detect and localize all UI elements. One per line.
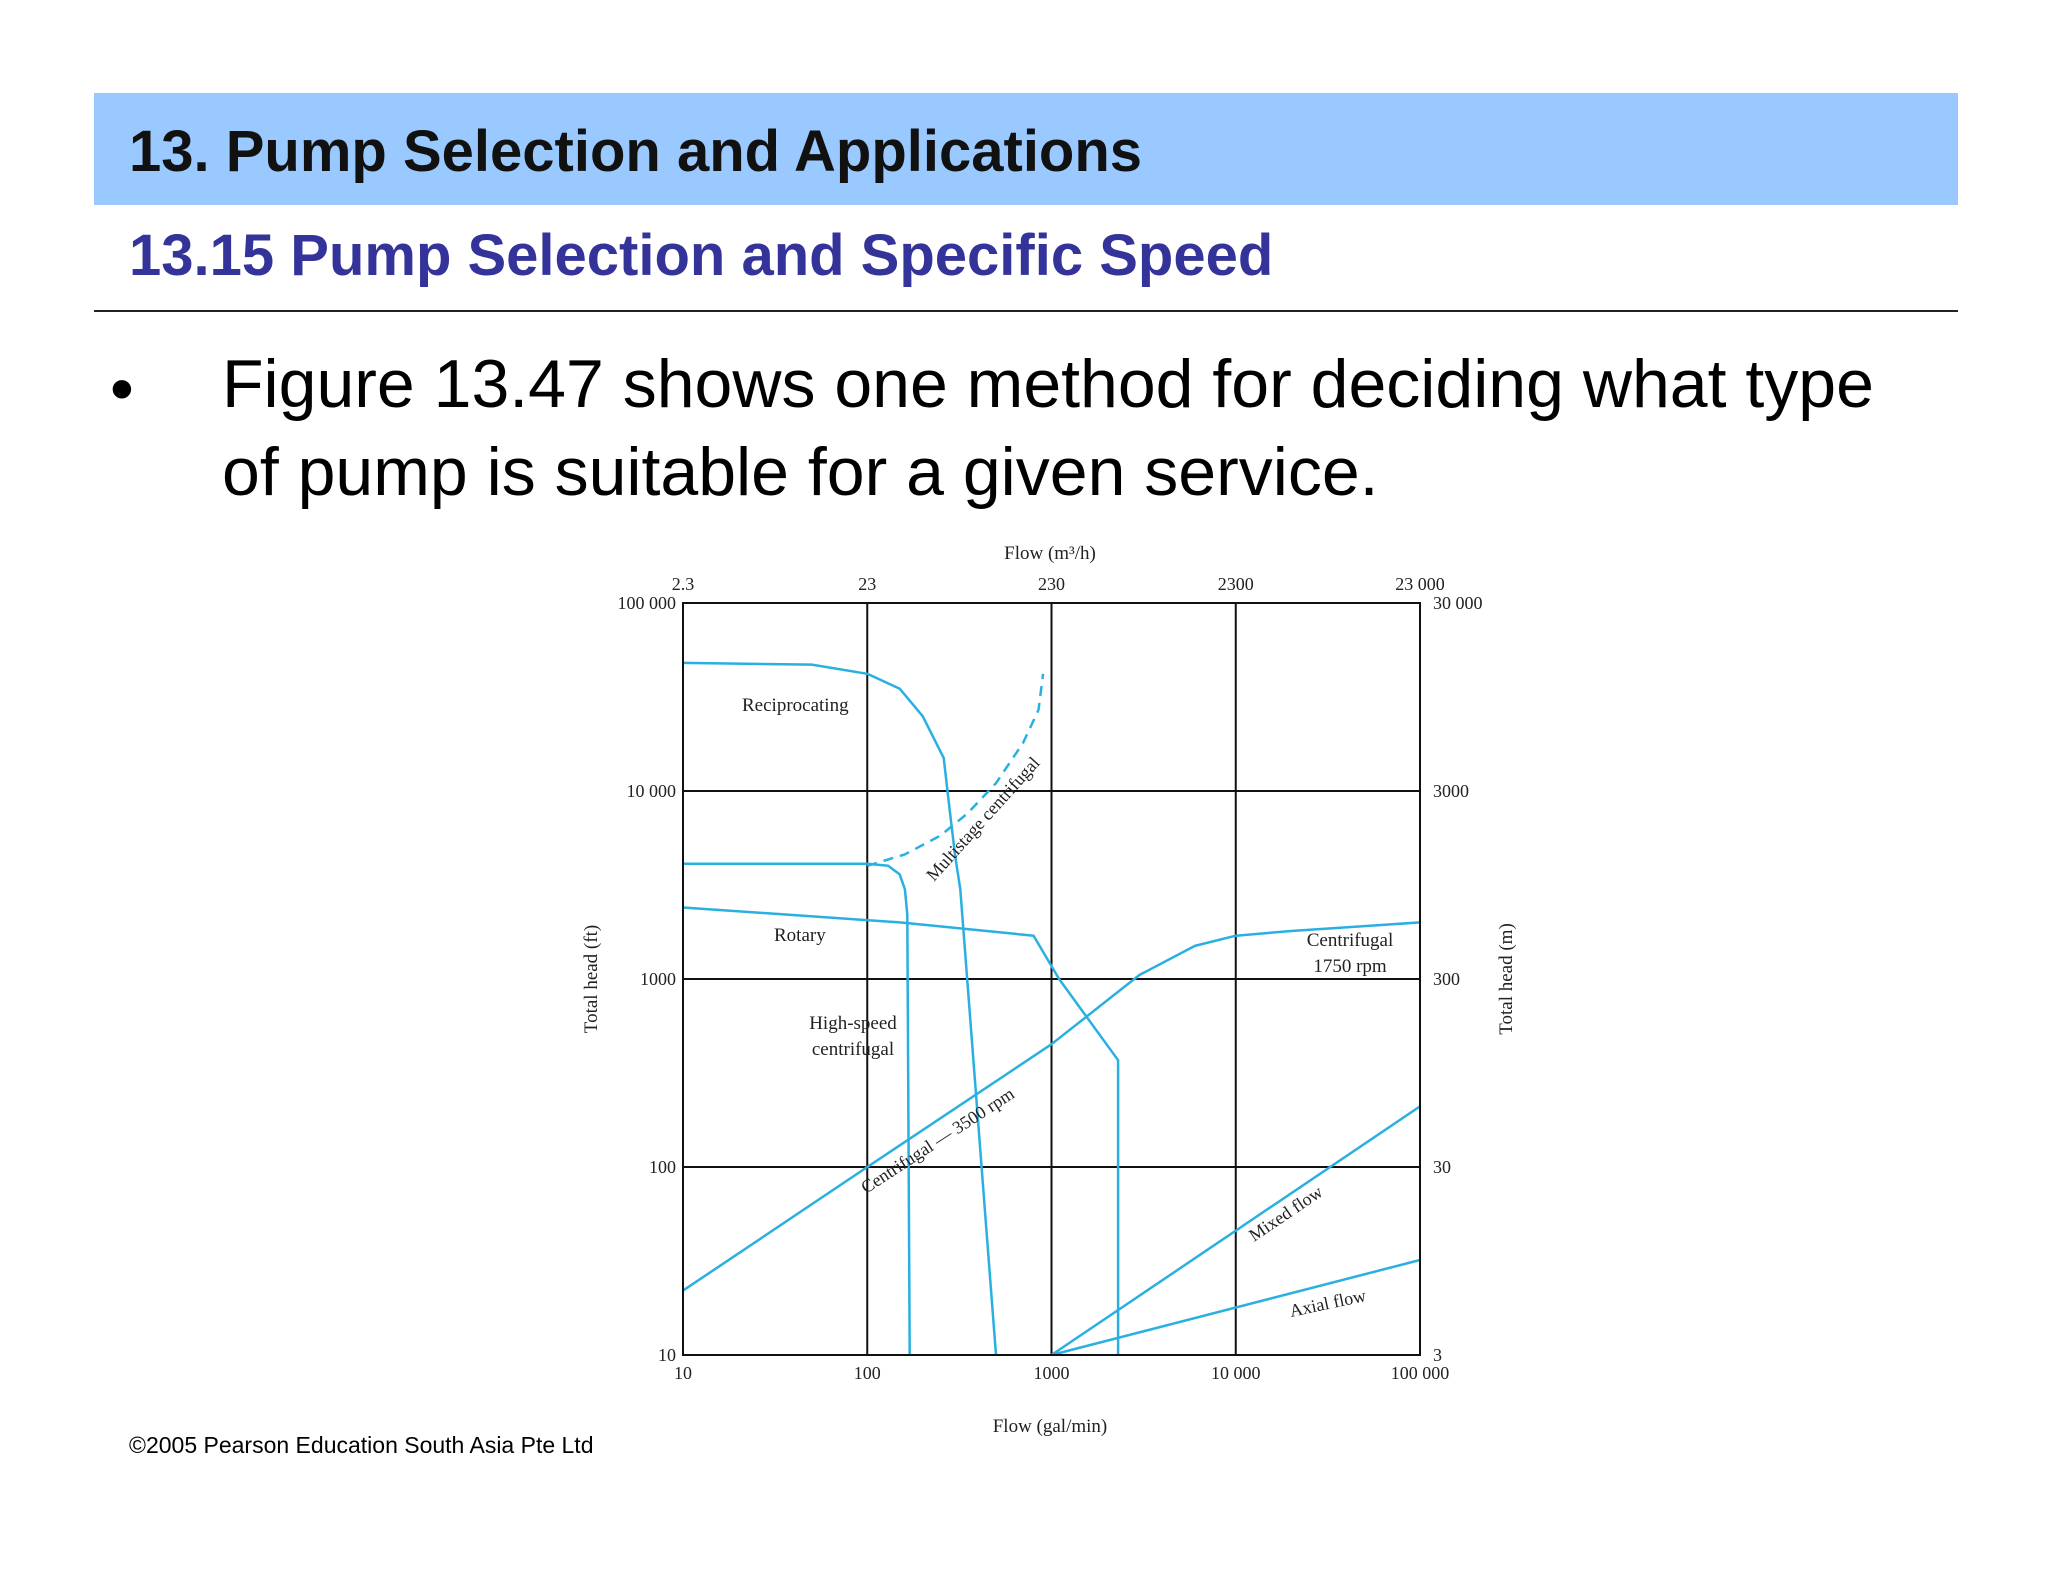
- bottom-tick-label: 1000: [1033, 1363, 1070, 1383]
- bottom-tick-label: 10: [674, 1363, 692, 1383]
- curve-rotary: [683, 908, 1118, 1356]
- top-tick-label: 23 000: [1395, 574, 1445, 594]
- label-reciprocating: Reciprocating: [742, 695, 849, 716]
- bottom-tick-label: 100: [853, 1363, 881, 1383]
- left-axis-title: Total head (ft): [581, 924, 602, 1034]
- right-tick-label: 30 000: [1433, 593, 1483, 613]
- top-axis-title: Flow (m³/h): [1004, 543, 1096, 564]
- right-tick-label: 3: [1433, 1345, 1442, 1365]
- label-mixed-flow: Mixed flow: [1245, 1181, 1327, 1246]
- slide-subtitle: 13.15 Pump Selection and Specific Speed: [129, 223, 1274, 288]
- curve-reciprocating: [683, 663, 996, 1355]
- copyright-notice: ©2005 Pearson Education South Asia Pte Ltd: [129, 1432, 594, 1458]
- label-high-speed-1: High-speed: [809, 1013, 897, 1034]
- left-tick-label: 100 000: [617, 593, 676, 613]
- top-tick-label: 2.3: [671, 574, 695, 594]
- left-tick-label: 10 000: [626, 781, 676, 801]
- top-tick-label: 2300: [1217, 574, 1254, 594]
- bottom-tick-label: 10 000: [1211, 1363, 1261, 1383]
- label-high-speed-2: centrifugal: [811, 1039, 895, 1060]
- right-axis-title: Total head (m): [1496, 923, 1517, 1035]
- label-multistage: Multistage centrifugal: [922, 752, 1044, 885]
- left-tick-label: 1000: [640, 969, 676, 989]
- bullet-icon: •: [110, 351, 134, 427]
- bullet-text: Figure 13.47 shows one method for deciding what type of pump is suitable for a given service.: [222, 346, 1874, 510]
- label-rotary: Rotary: [774, 925, 826, 946]
- slide-title: 13. Pump Selection and Applications: [129, 119, 1143, 184]
- label-centrifugal-3500: Centrifugal — 3500 rpm: [857, 1083, 1018, 1198]
- left-tick-label: 100: [649, 1157, 676, 1177]
- top-tick-label: 230: [1038, 574, 1065, 594]
- label-centrifugal-1750-1: Centrifugal: [1306, 930, 1394, 951]
- top-tick-label: 23: [858, 574, 877, 594]
- bottom-axis-title: Flow (gal/min): [992, 1416, 1108, 1437]
- right-tick-label: 300: [1433, 969, 1460, 989]
- right-tick-label: 3000: [1433, 781, 1469, 801]
- left-tick-label: 10: [658, 1345, 676, 1365]
- right-tick-label: 30: [1433, 1157, 1451, 1177]
- label-axial-flow: Axial flow: [1287, 1285, 1368, 1321]
- label-centrifugal-1750-2: 1750 rpm: [1313, 956, 1387, 977]
- bottom-tick-label: 100 000: [1390, 1363, 1450, 1383]
